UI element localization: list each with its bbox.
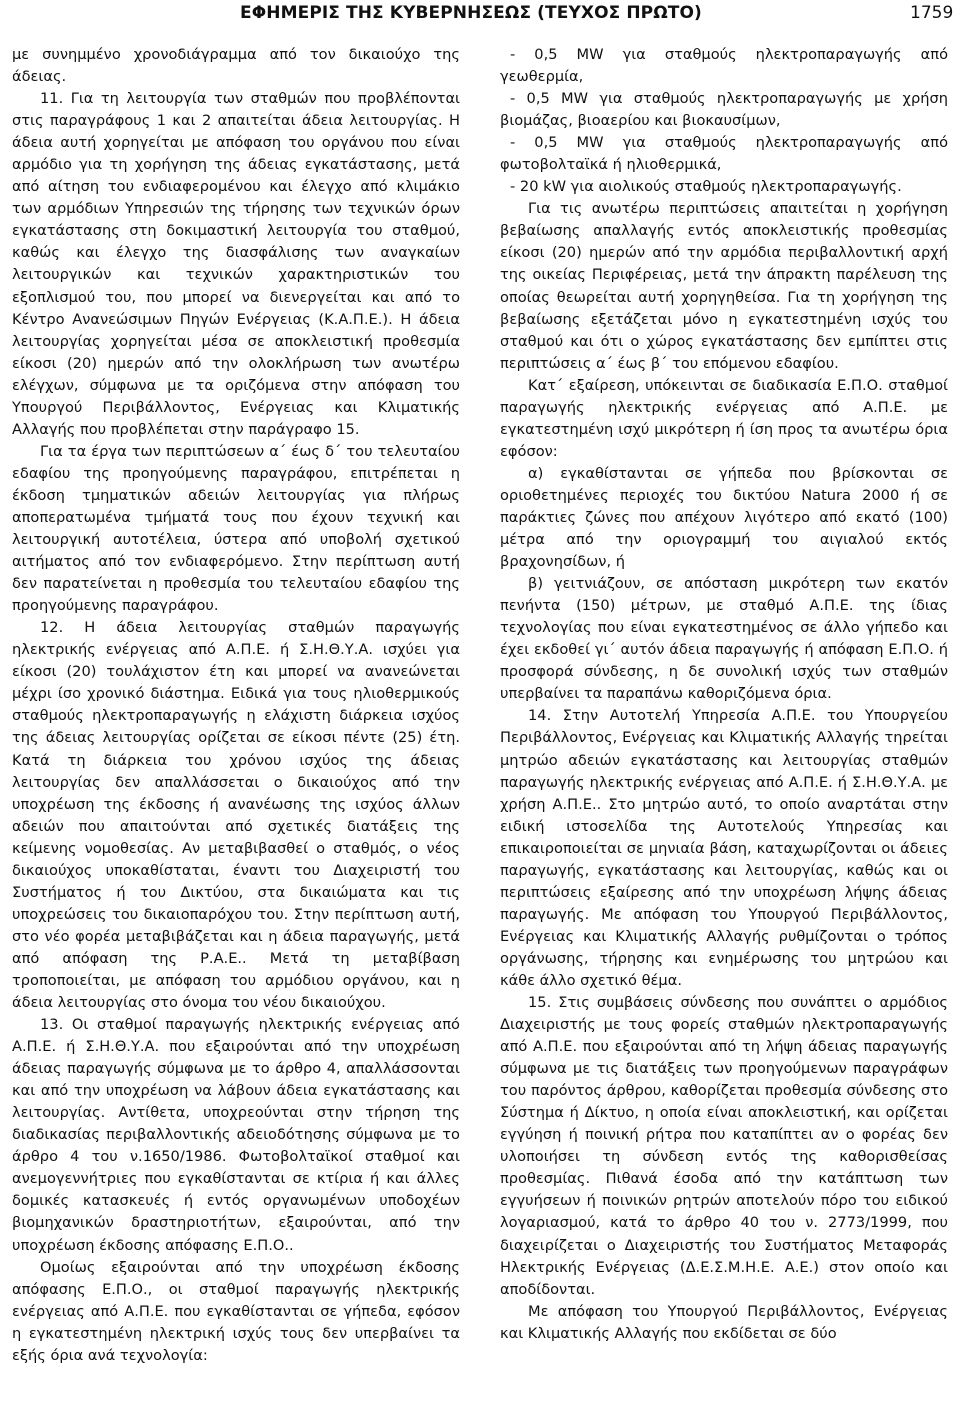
page-header [0, 0, 960, 30]
left-column [12, 44, 460, 1367]
paragraph: 13. Οι σταθμοί παραγωγής ηλεκτρικής ενέργειας από Α.Π.Ε. ή Σ.Η.Θ.Υ.Α. που εξαιρούνται από την υποχρέωση άδειας παραγωγής σύμφωνα με το άρθρο 4, απαλλάσσονται και από την υποχρέωση να λάβουν άδεια εγκατάστασης και λειτουργίας. Αντίθετα, υποχρεούνται στην τήρηση της διαδικασίας περιβαλλοντικής αδειοδότησης σύμφωνα με το άρθρο 4 του ν.1650/1986. Φωτοβολταϊκοί σταθμοί και ανεμογεννήτριες που εγκαθίστανται σε κτίρια ή και άλλες δομικές κατασκευές ή εντός οργανωμένων υποδοχέων βιομηχανικών δραστηριοτήτων, εξαιρούνται, από την υποχρέωση έκδοσης απόφασης Ε.Π.Ο.. [12, 1016, 460, 1254]
list-item: - 0,5 MW για σταθμούς ηλεκτροπαραγωγής με χρήση βιομάζας, βιοαερίου και βιοκαυσίμων, [500, 90, 948, 130]
list-item: - 0,5 MW για σταθμούς ηλεκτροπαραγωγής από φωτοβολταϊκά ή ηλιοθερμικά, [500, 134, 948, 174]
paragraph: Για τις ανωτέρω περιπτώσεις απαιτείται η χορήγηση βεβαίωσης απαλλαγής εντός αποκλειστικής προθεσμίας είκοσι (20) ημερών από την αρμόδια περιβαλλοντική αρχή της οικείας Περιφέρειας, μετά την άπρακτη παρέλευση της οποίας θεωρείται αυτή χορηγηθείσα. Για τη χορήγηση της βεβαίωσης εξετάζεται μόνο η εγκατεστημένη ισχύς του σταθμού και ότι ο χώρος εγκατάστασης δεν εμπίπτει στις περιπτώσεις α΄ έως β΄ του επόμενου εδαφίου. [500, 200, 948, 372]
paragraph: 11. Για τη λειτουργία των σταθμών που προβλέπονται στις παραγράφους 1 και 2 απαιτείται άδεια λειτουργίας. Η άδεια αυτή χορηγείται με απόφαση του οργάνου που είναι αρμόδιο για τη χορήγηση της άδειας εγκατάστασης, μετά από αίτηση του ενδιαφερομένου και έλεγχο από κλιμάκιο των αρμόδιων Υπηρεσιών της τήρησης των τεχνικών όρων εγκατάστασης στη δοκιμαστική λειτουργία του σταθμού, καθώς και έλεγχο της διασφάλισης των αναγκαίων λειτουργικών και τεχνικών χαρακτηριστικών του εξοπλισμού του, που μπορεί να διενεργείται και από το Κέντρο Ανανεώσιμων Πηγών Ενέργειας (Κ.Α.Π.Ε.). Η άδεια λειτουργίας χορηγείται μέσα σε αποκλειστική προθεσμία είκοσι (20) ημερών από την ολοκλήρωση των ανωτέρω ελέγχων, σύμφωνα με τα οριζόμενα στην απόφαση του Υπουργού Περιβάλλοντος, Ενέργειας και Κλιματικής Αλλαγής που προβλέπεται στην παράγραφο 15. [12, 90, 460, 438]
paragraph: 14. Στην Αυτοτελή Υπηρεσία Α.Π.Ε. του Υπουργείου Περιβάλλοντος, Ενέργειας και Κλιματικής Αλλαγής τηρείται μητρώο αδειών εγκατάστασης και λειτουργίας σταθμών παραγωγής ηλεκτρικής ενέργειας από Α.Π.Ε. ή Σ.Η.Θ.Υ.Α. με χρήση Α.Π.Ε.. Στο μητρώο αυτό, το οποίο αναρτάται στην ειδική ιστοσελίδα της Αυτοτελούς Υπηρεσίας και επικαιροποιείται σε μηνιαία βάση, καταχωρίζονται οι άδειες παραγωγής, εγκατάστασης και λειτουργίας, καθώς και οι περιπτώσεις εξαίρεσης από την υποχρέωση λήψης άδειας παραγωγής. Με απόφαση του Υπουργού Περιβάλλοντος, Ενέργειας και Κλιματικής Αλλαγής ρυθμίζονται ο τρόπος οργάνωσης, τήρησης και ενημέρωσης του μητρώου και κάθε άλλο σχετικό θέμα. [500, 707, 948, 989]
paragraph: 12. Η άδεια λειτουργίας σταθμών παραγωγής ηλεκτρικής ενέργειας από Α.Π.Ε. ή Σ.Η.Θ.Υ.Α. ισχύει για είκοσι (20) τουλάχιστον έτη και μπορεί να ανανεώνεται μέχρι ίσο χρονικό διάστημα. Ειδικά για τους ηλιοθερμικούς σταθμούς ηλεκτροπαραγωγής η ελάχιστη διάρκεια ισχύος της άδειας λειτουργίας ορίζεται σε είκοσι πέντε (25) έτη. Κατά τη διάρκεια του χρόνου ισχύος της άδειας λειτουργίας δεν απαλλάσσεται ο δικαιούχος από την υποχρέωση της έκδοσης ή ανανέωσης της ισχύος άλλων αδειών που απαιτούνται από σχετικές διατάξεις της κείμενης νομοθεσίας. Αν μεταβιβασθεί ο σταθμός, ο νέος δικαιούχος υποκαθίσταται, έναντι του Διαχειριστή του Συστήματος ή του Δικτύου, στα δικαιώματα και τις υποχρεώσεις του δικαιοπαρόχου του. Στην περίπτωση αυτή, στο νέο φορέα μεταβιβάζεται και η άδεια παραγωγής, μετά από απόφαση της Ρ.Α.Ε.. Μετά τη μεταβίβαση τροποποιείται, με απόφαση του αρμόδιου οργάνου, και η άδεια λειτουργίας στο όνομα του νέου δικαιούχου. [12, 619, 460, 1012]
paragraph: 15. Στις συμβάσεις σύνδεσης που συνάπτει ο αρμόδιος Διαχειριστής με τους φορείς σταθμών ηλεκτροπαραγωγής από Α.Π.Ε. που εξαιρούνται από τη λήψη άδειας παραγωγής σύμφωνα με τις διατάξεις των προηγούμενων παραγράφων του παρόντος άρθρου, καθορίζεται προθεσμία σύνδεσης στο Σύστημα ή Δίκτυο, η οποία είναι αποκλειστική, και ορίζεται εγγύηση ή ποινική ρήτρα που καταπίπτει αν ο φορέας δεν υλοποιήσει τη σύνδεση εντός της καθορισθείσας προθεσμίας. Πιθανά έσοδα από την κατάπτωση των εγγυήσεων ή ποινικών ρητρών αποτελούν πόρο του ειδικού λογαριασμού, κατά το άρθρο 40 του ν. 2773/1999, που διαχειρίζεται ο Διαχειριστής του Συστήματος Μεταφοράς Ηλεκτρικής Ενέργειας (Δ.Ε.Σ.Μ.Η.Ε. Α.Ε.) στον οποίο και αποδίδονται. [500, 994, 948, 1298]
right-column [500, 44, 948, 1345]
paragraph: Κατ΄ εξαίρεση, υπόκεινται σε διαδικασία Ε.Π.Ο. σταθμοί παραγωγής ηλεκτρικής ενέργειας από Α.Π.Ε. με εγκατεστημένη ισχύ μικρότερη ή ίση προς τα ανωτέρω όρια εφόσον: [500, 376, 948, 460]
paragraph: Ομοίως εξαιρούνται από την υποχρέωση έκδοσης απόφασης Ε.Π.Ο., οι σταθμοί παραγωγής ηλεκτρικής ενέργειας από Α.Π.Ε. που εγκαθίστανται σε γήπεδα, εφόσον η εγκατεστημένη ηλεκτρική ισχύς τους δεν υπερβαίνει τα εξής όρια ανά τεχνολογία: [12, 1258, 460, 1364]
list-item: - 20 kW για αιολικούς σταθμούς ηλεκτροπαραγωγής. [510, 178, 902, 196]
paragraph: με συνημμένο χρονοδιάγραμμα από τον δικαιούχο της άδειας. [12, 46, 460, 86]
paragraph: Με απόφαση του Υπουργού Περιβάλλοντος, Ενέργειας και Κλιματικής Αλλαγής που εκδίδεται σε δύο [500, 1302, 948, 1342]
page-number: 1759 [910, 3, 954, 23]
gazette-title: ΕΦΗΜΕΡΙΣ ΤΗΣ ΚΥΒΕΡΝΗΣΕΩΣ (ΤΕΥΧΟΣ ΠΡΩΤΟ) [240, 3, 702, 23]
paragraph: α) εγκαθίστανται σε γήπεδα που βρίσκονται σε οριοθετημένες περιοχές του δικτύου Natura 2000 ή σε παράκτιες ζώνες που απέχουν λιγότερο από εκατό (100) μέτρα από την οριογραμμή του αιγιαλού εκτός βραχονησίδων, ή [500, 464, 948, 571]
paragraph: Για τα έργα των περιπτώσεων α΄ έως δ΄ του τελευταίου εδαφίου της προηγούμενης παραγράφου, επιτρέπεται η έκδοση τμηματικών αδειών λειτουργίας για πλήρως αποπερατωμένα τμήματά τους που έχουν τεχνική και λειτουργική αυτοτέλεια, ύστερα από υποβολή σχετικού αιτήματος από τον ενδιαφερόμενο. Στην περίπτωση αυτή δεν παρατείνεται η προθεσμία του τελευταίου εδαφίου της προηγούμενης παραγράφου. [12, 442, 460, 615]
list-item: - 0,5 MW για σταθμούς ηλεκτροπαραγωγής από γεωθερμία, [500, 46, 948, 86]
paragraph: β) γειτνιάζουν, σε απόσταση μικρότερη των εκατόν πενήντα (150) μέτρων, με σταθμό Α.Π.Ε. της ίδιας τεχνολογίας που είναι εγκατεστημένος σε άλλο γήπεδο και έχει εκδοθεί γι΄ αυτόν άδεια παραγωγής ή απόφαση Ε.Π.Ο. ή προσφορά σύνδεσης, η δε συνολική ισχύς των σταθμών υπερβαίνει τα παραπάνω καθοριζόμενα όρια. [500, 575, 948, 703]
